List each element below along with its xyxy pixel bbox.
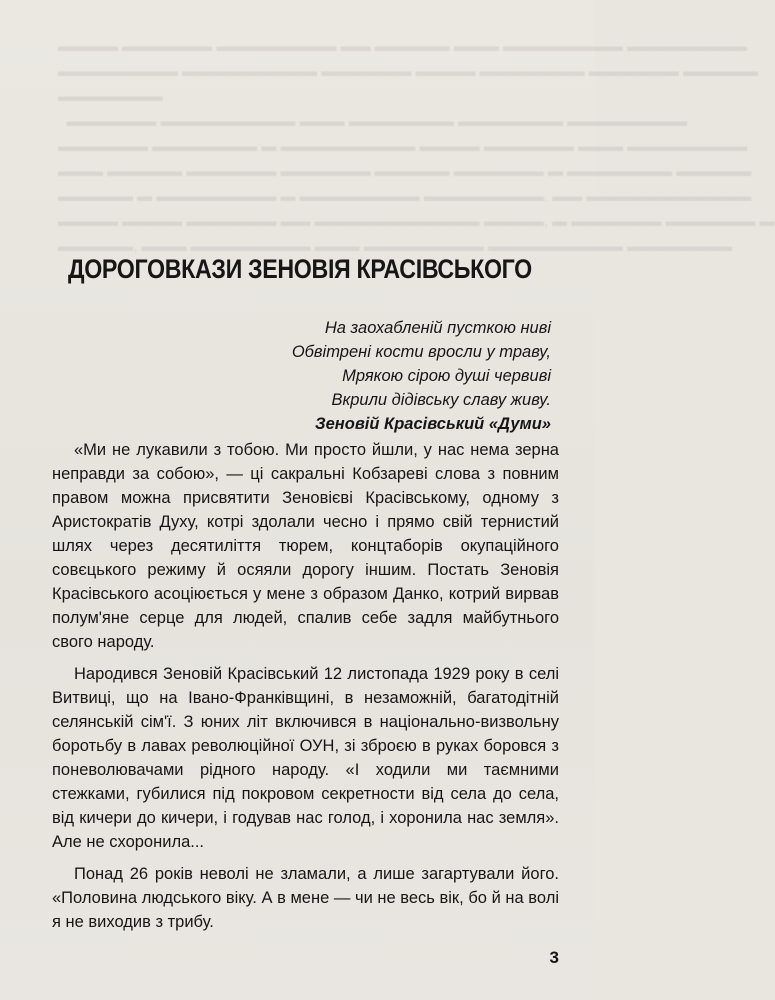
epigraph-line: Вкрили дідівську славу живу. <box>331 391 551 409</box>
epigraph <box>292 316 551 436</box>
paragraph: «Ми не лукавили з тобою. Ми просто йшли, у нас нема зерна неправди за собою», — ці сакральні Кобзареві слова з повним правом можна присвятити Зеновієві Красівському, одному з Аристократів Духу, котрі здолали чесно і прямо свій тернистий шлях через десятиліття тюрем, концтаборів окупаційного совєцького режиму й осяяли дорогу іншим. Постать Зеновія Красівського асоціюється у мене з образом Данко, котрий вирвав полум'яне серце для людей, спалив себе задля майбутнього свого народу. <box>52 441 559 651</box>
epigraph-line: Мрякою сірою душі червиві <box>342 367 551 385</box>
epigraph-line: На заохабленій пусткою ниві <box>324 319 551 337</box>
paragraph: Народився Зеновій Красівський 12 листопада 1929 року в селі Витвиці, що на Івано-Франківщині, в незаможній, багатодітній селянській сім'ї. З юних літ включився в національно-визвольну боротьбу в лавах революційної ОУН, зі зброєю в руках боровся з поневолювачами рідного народу. «І ходили ми таємними стежками, губилися під покровом секретности від села до села, від кичери до кичери, і годував нас голод, і хоронила нас земля». Але не схоронила... <box>52 665 559 851</box>
body-text <box>52 438 559 942</box>
paragraph: Понад 26 років неволі не зламали, а лише загартували його. «Половина людського віку. А в мене — чи не весь вік, бо й на волі я не виходив з трибу. <box>52 865 559 931</box>
page-number: 3 <box>549 948 559 967</box>
show-through-texture: ▬▬▬▬ ▬▬▬▬▬▬ ▬▬▬▬▬▬▬▬ ▬▬ ▬▬▬▬▬ ▬▬▬ ▬▬▬▬▬▬▬▬ ▬▬▬▬▬▬▬▬ ▬▬▬▬▬▬▬▬ ▬▬▬▬▬▬▬▬▬ ▬▬▬▬▬▬ ▬▬▬▬ ▬▬▬▬▬▬▬ ▬▬▬▬▬▬ ▬▬▬▬▬ ▬▬▬▬▬▬▬ ▬▬▬▬▬▬ ▬▬▬▬▬▬▬▬▬ ▬▬▬ ▬▬▬▬▬▬▬ ▬▬▬▬▬▬▬ ▬▬▬▬▬▬▬▬ ▬▬▬▬▬▬ ▬▬▬▬▬▬▬ ▬ ▬▬▬▬▬▬▬▬▬ ▬▬▬▬ ▬▬▬▬▬▬ ▬▬▬ ▬▬▬▬▬▬▬▬ ▬▬▬ ▬▬▬▬▬ ▬▬▬▬▬▬ ▬▬▬▬▬▬ ▬▬▬▬▬ ▬▬▬▬▬▬ ▬ ▬▬▬▬▬▬▬ ▬▬▬▬▬ ▬▬▬▬▬ ▬ ▬▬▬▬▬▬▬▬ ▬ ▬▬▬▬▬▬▬▬ ▬▬▬▬▬▬▬▬. ▬▬ ▬▬▬▬▬▬▬▬▬▬▬ ▬▬▬▬ ▬▬▬▬ ▬▬▬▬▬▬ ▬▬ ▬▬▬▬▬▬▬▬▬▬▬ ▬▬▬▬, ▬ ▬▬▬▬▬▬ ▬▬▬▬▬▬ ▬ ▬▬▬▬▬, ▬▬▬ ▬▬▬▬▬▬▬▬ ▬▬▬ ▬▬▬▬▬▬▬▬ ▬▬▬▬▬▬▬▬▬ ▬▬▬▬▬▬▬ <box>58 38 775 255</box>
epigraph-author: Зеновій Красівський «Думи» <box>315 415 551 433</box>
epigraph-line: Обвітрені кости вросли у траву, <box>291 343 551 361</box>
chapter-title: ДОРОГОВКАЗИ ЗЕНОВІЯ КРАСІВСЬКОГО <box>68 254 532 284</box>
